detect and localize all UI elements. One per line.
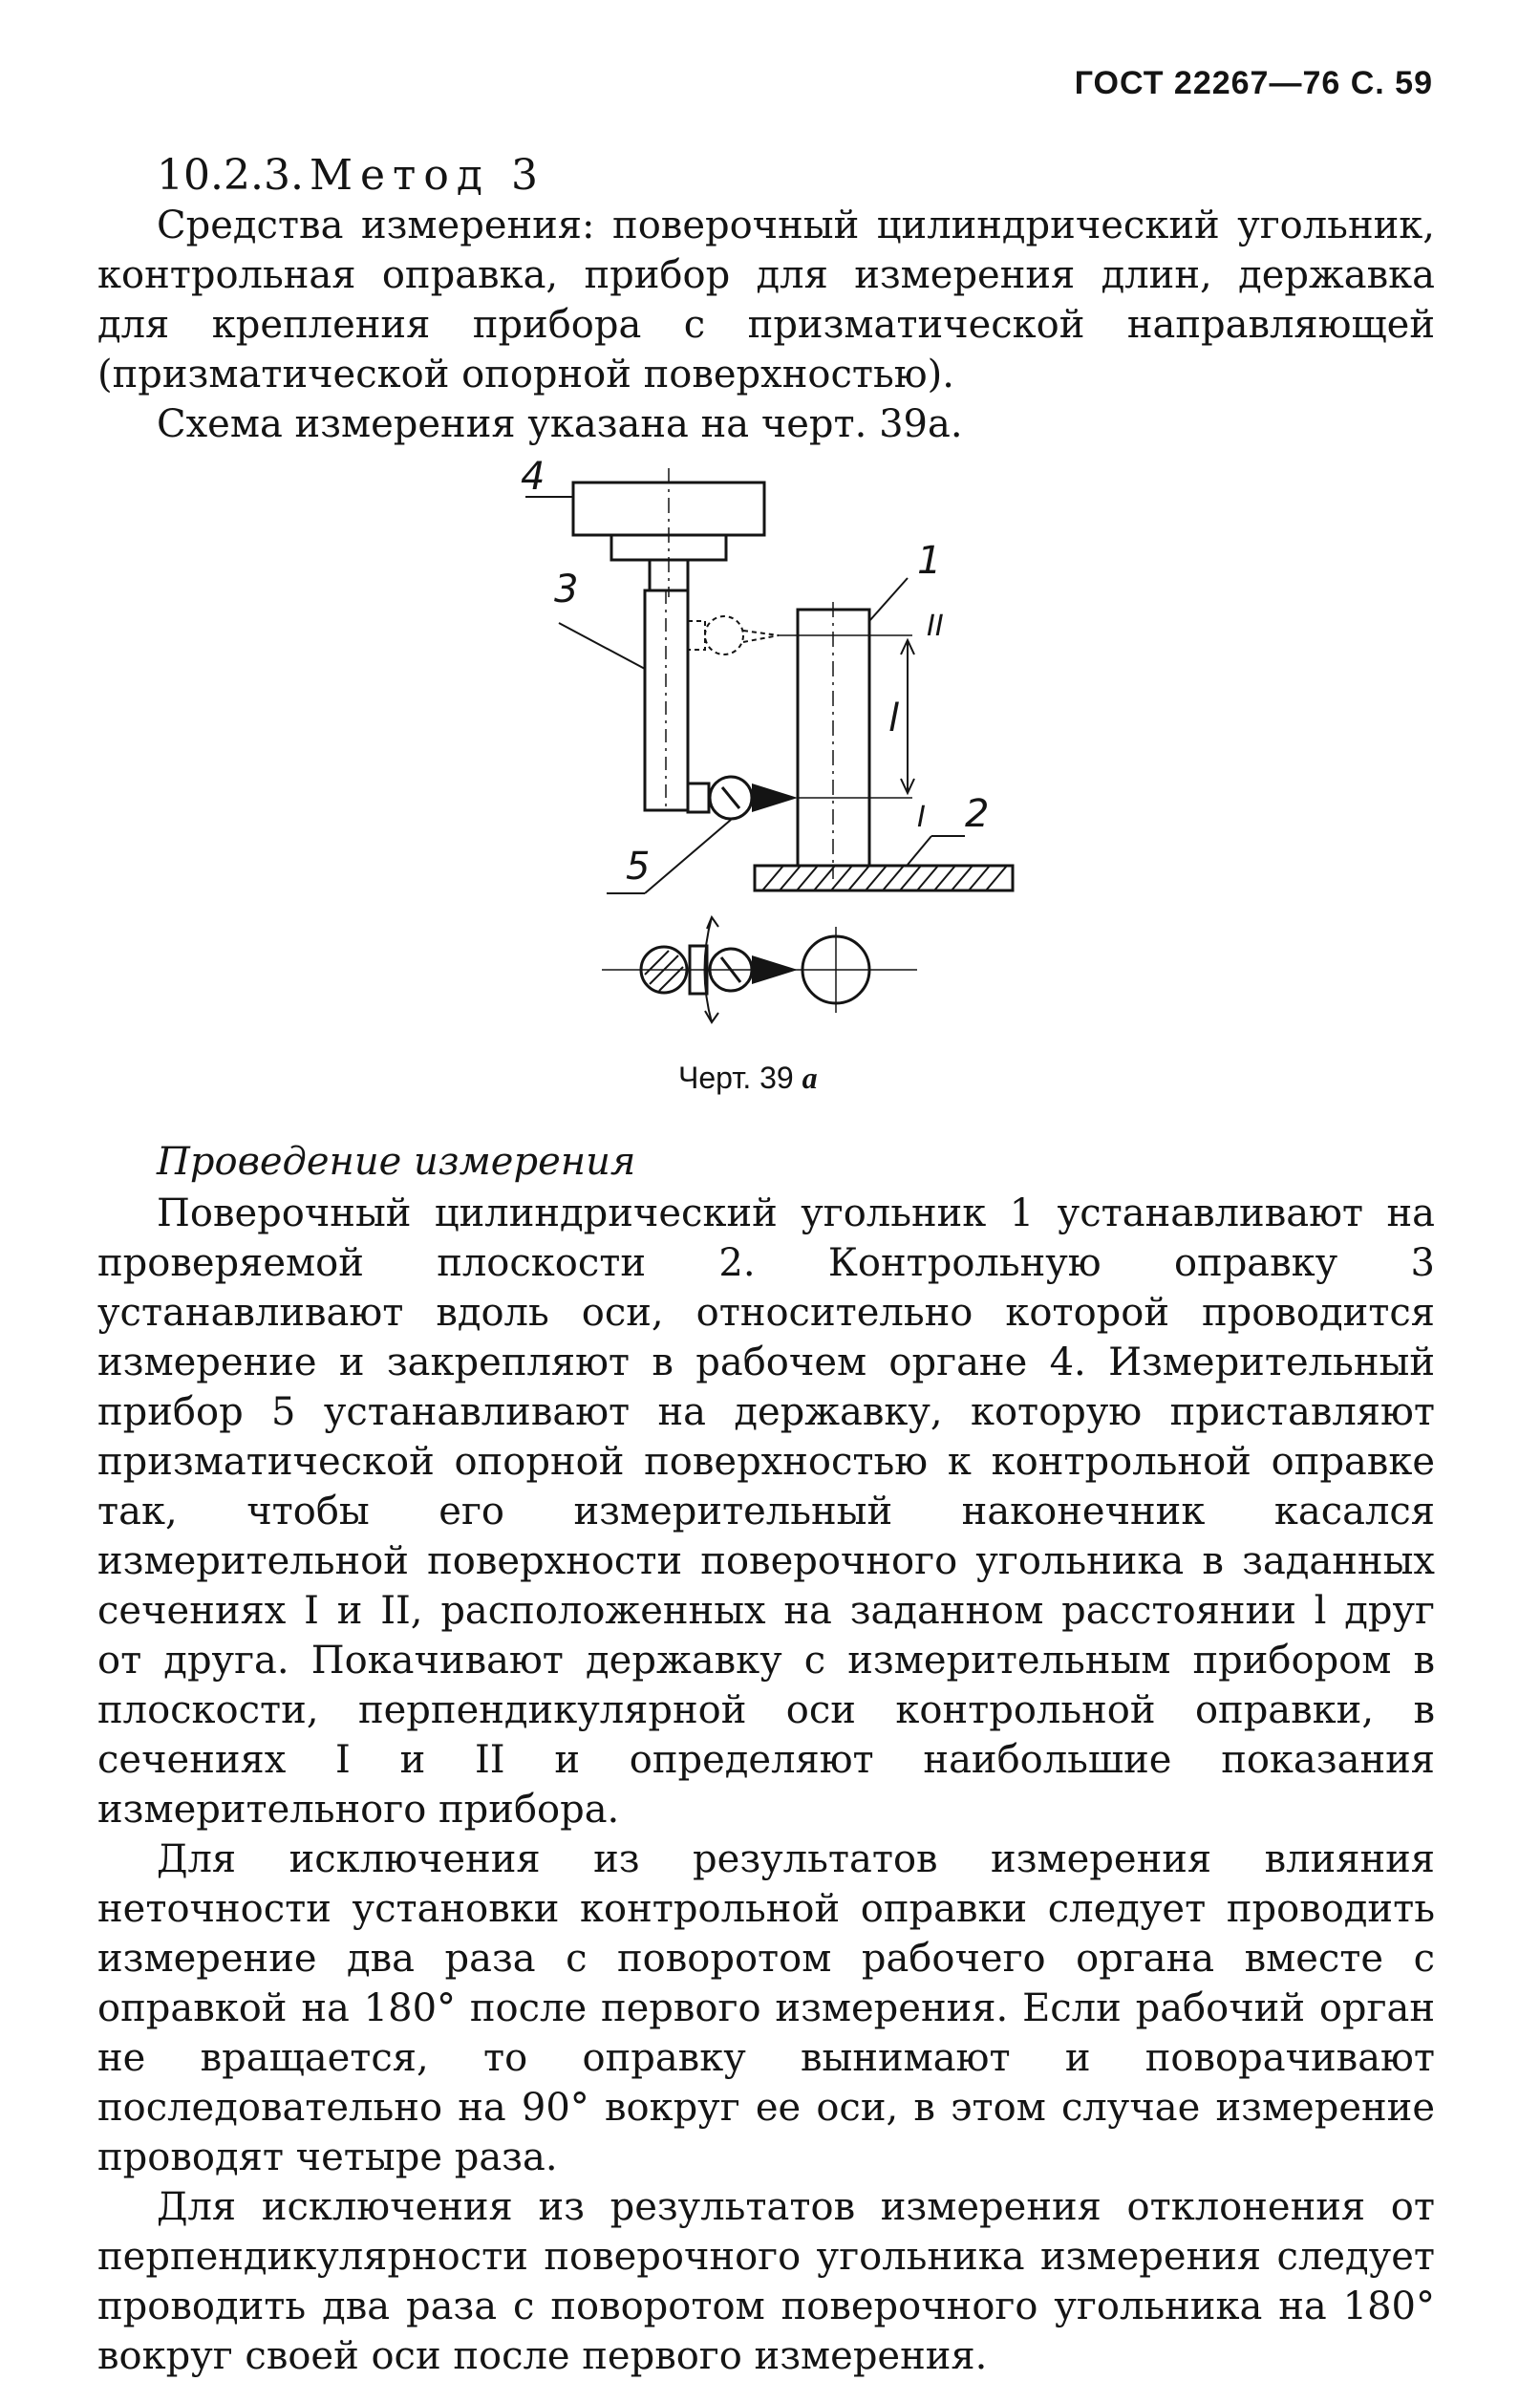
label-3: 3 (554, 568, 579, 611)
section-number: 10.2.3. (157, 151, 304, 200)
figure-39a-diagram (506, 459, 1041, 1032)
procedure-text (97, 1189, 1435, 2381)
cylindrical-square (798, 610, 869, 866)
label-distance-l: l (888, 697, 900, 740)
procedure-paragraph-3: Для исключения из результатов измерения отклонения от перпендикулярности поверочного угольника измерения следует проводить два раза с поворотом поверочного угольника на 180° вокруг своей оси после первого измерения. (97, 2185, 1435, 2378)
section-heading (157, 151, 545, 201)
indicator-tip (752, 783, 798, 812)
indicator-holder (688, 783, 709, 812)
caption-prefix: Черт. 39 (678, 1061, 794, 1095)
scheme-reference-paragraph: Схема измерения указана на черт. 39а. (157, 402, 963, 446)
label-1: 1 (917, 539, 942, 583)
procedure-paragraph-2: Для исключения из результатов измерения влияния неточности установки контрольной оправки следует проводить измерение два раза с поворотом рабочего органа вместе с оправкой на 180° после первого измерения. Если рабочий орган не вращается, то оправку вынимают и поворачивают последовательно на 90° вокруг ее оси, в этом случае измерение проводят четыре раза. (97, 1837, 1435, 2179)
procedure-title: Проведение измерения (157, 1140, 636, 1184)
label-5: 5 (626, 845, 651, 889)
procedure-paragraph-1: Поверочный цилиндрический угольник 1 устанавливают на проверяемой плоскости 2. Контрольную оправку 3 устанавливают вдоль оси, относительно которой проводится измерение и закрепляют в рабочем органе 4. Измерительный прибор 5 устанавливают на державку, которую приставляют призматической опорной поверхностью к контрольной оправке так, чтобы его измерительный наконечник касался измерительной поверхности поверочного угольника в заданных сечениях I и II, расположенных на заданном расстоянии l друг от друга. Покачивают державку с измерительным прибором в плоскости, перпендикулярной оси контрольной оправки, в сечениях I и II и определяют наибольшие показания измерительного прибора. (97, 1191, 1435, 1832)
figure-caption (678, 1061, 818, 1096)
label-4: 4 (521, 459, 545, 499)
means-paragraph: Средства измерения: поверочный цилиндрический угольник, контрольная оправка, прибор для измерения длин, державка для крепления прибора с призматической направляющей (призматической опорной поверхностью). (97, 204, 1435, 397)
section-title: Метод 3 (309, 151, 545, 200)
label-2: 2 (965, 792, 990, 836)
label-section-II: II (927, 610, 944, 643)
intro-text (97, 201, 1435, 449)
page-header: ГОСТ 22267—76 С. 59 (1074, 65, 1433, 101)
label-section-I: I (917, 801, 926, 834)
caption-letter: а (802, 1061, 818, 1095)
